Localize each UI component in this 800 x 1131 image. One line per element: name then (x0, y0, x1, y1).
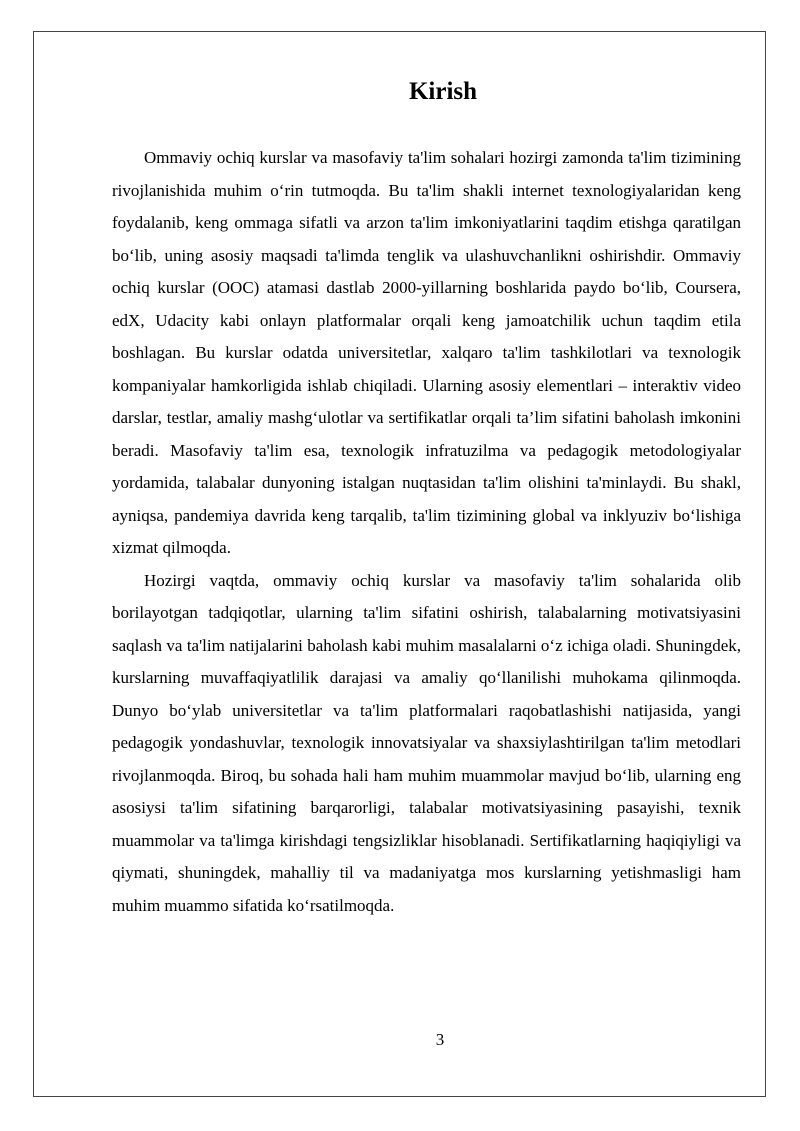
page-number: 3 (435, 1030, 445, 1049)
body-paragraph-1: Ommaviy ochiq kurslar va masofaviy ta'lim sohalari hozirgi zamonda ta'lim tizimining rivojlanishida muhim oʻrin tutmoqda. Bu ta'lim shakli internet texnologiyalaridan keng foydalanib, keng ommaga sifatli va arzon ta'lim imkoniyatlarini taqdim etishga qaratilgan boʻlib, uning asosiy maqsadi ta'limda tenglik va ulashuvchanlikni oshirishdir. Ommaviy ochiq kurslar (OOC) atamasi dastlab 2000-yillarning boshlarida paydo boʻlib, Coursera, edX, Udacity kabi onlayn platformalar orqali keng jamoatchilik uchun taqdim etila boshlagan. Bu kurslar odatda universitetlar, xalqaro ta'lim tashkilotlari va texnologik kompaniyalar hamkorligida ishlab chiqiladi. Ularning asosiy elementlari – interaktiv video darslar, testlar, amaliy mashgʻulotlar va sertifikatlar orqali ta’lim sifatini baholash imkonini beradi. Masofaviy ta'lim esa, texnologik infratuzilma va pedagogik metodologiyalar yordamida, talabalar dunyoning istalgan nuqtasidan ta'lim olishini ta'minlaydi. Bu shakl, ayniqsa, pandemiya davrida keng tarqalib, ta'lim tizimining global va inklyuziv boʻlishiga xizmat qilmoqda. (112, 148, 741, 557)
document-body (112, 142, 741, 922)
body-paragraph-2: Hozirgi vaqtda, ommaviy ochiq kurslar va masofaviy ta'lim sohalarida olib borilayotgan tadqiqotlar, ularning ta'lim sifatini oshirish, talabalarning motivatsiyasini saqlash va ta'lim natijalarini baholash kabi muhim masalalarni oʻz ichiga oladi. Shuningdek, kurslarning muvaffaqiyatlilik darajasi va amaliy qoʻllanilishi muhokama qilinmoqda. Dunyo boʻylab universitetlar va ta'lim platformalari raqobatlashishi natijasida, yangi pedagogik yondashuvlar, texnologik innovatsiyalar va shaxsiylashtirilgan ta'lim metodlari rivojlanmoqda. Biroq, bu sohada hali ham muhim muammolar mavjud boʻlib, ularning eng asosiysi ta'lim sifatining barqarorligi, talabalar motivatsiyasining pasayishi, texnik muammolar va ta'limga kirishdagi tengsizliklar hisoblanadi. Sertifikatlarning haqiqiyligi va qiymati, shuningdek, mahalliy til va madaniyatga mos kurslarning yetishmasligi ham muhim muammo sifatida koʻrsatilmoqda. (112, 570, 741, 915)
page-title: Kirish (408, 78, 478, 105)
